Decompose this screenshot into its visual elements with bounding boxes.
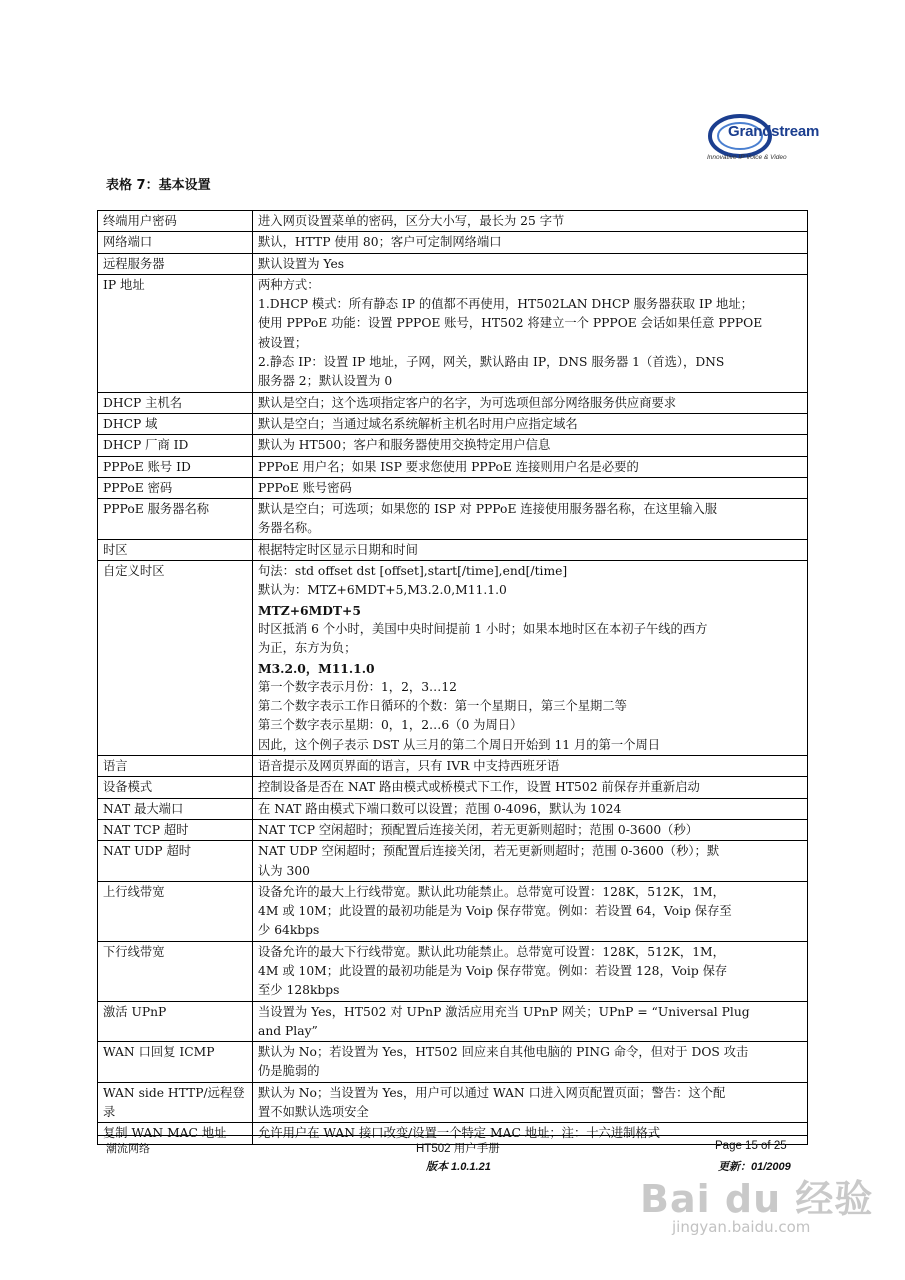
setting-name: PPPoE 服务器名称 xyxy=(98,499,253,540)
table-row xyxy=(98,819,808,840)
description-line: 默认为 HT500；客户和服务器使用交换特定用户信息 xyxy=(258,438,551,453)
table-row xyxy=(98,435,808,456)
footer-version: 版本 1.0.1.21 xyxy=(426,1161,491,1173)
table-row xyxy=(98,798,808,819)
setting-name: 网络端口 xyxy=(98,232,253,253)
setting-description xyxy=(253,841,808,882)
table-row xyxy=(98,941,808,1001)
description-line: 进入网页设置菜单的密码，区分大小写，最长为 25 字节 xyxy=(258,214,565,228)
description-line: 第一个数字表示月份：1，2，3…12 xyxy=(258,679,457,694)
footer-company: 潮流网络 xyxy=(106,1142,150,1155)
setting-name: NAT 最大端口 xyxy=(98,798,253,819)
description-line: 至少 128kbps xyxy=(258,983,340,998)
description-line: 默认，HTTP 使用 80；客户可定制网络端口 xyxy=(258,235,502,250)
description-line: PPPoE 账号密码 xyxy=(258,480,352,495)
description-line: 4M 或 10M；此设置的最初功能是为 Voip 保存带宽。例如：若设置 128，Voip 保存 xyxy=(258,963,728,978)
table-row xyxy=(98,456,808,477)
description-line: 默认设置为 Yes xyxy=(258,256,345,271)
setting-description xyxy=(253,253,808,274)
description-line: 两种方式： xyxy=(258,277,320,292)
setting-name: WAN 口回复 ICMP xyxy=(98,1042,253,1083)
setting-description xyxy=(253,881,808,941)
description-line: 当设置为 Yes，HT502 对 UPnP 激活应用充当 UPnP 网关；UPnP = “Universal Plug xyxy=(258,1004,750,1019)
setting-name: 设备模式 xyxy=(98,777,253,798)
table-row xyxy=(98,1082,808,1123)
setting-name: 语言 xyxy=(98,756,253,777)
table-row xyxy=(98,756,808,777)
description-line: 设备允许的最大上行线带宽。默认此功能禁止。总带宽可设置：128K，512K，1M， xyxy=(258,884,725,899)
setting-name: 时区 xyxy=(98,539,253,560)
table-row xyxy=(98,211,808,232)
setting-description xyxy=(253,756,808,777)
description-line: 为正，东方为负； xyxy=(258,641,357,656)
setting-name: PPPoE 密码 xyxy=(98,477,253,498)
baidu-watermark-url: jingyan.baidu.com xyxy=(672,1218,811,1236)
setting-description xyxy=(253,798,808,819)
setting-description xyxy=(253,1082,808,1123)
table-row xyxy=(98,413,808,434)
description-line: 服务器 2；默认设置为 0 xyxy=(258,374,393,389)
setting-description xyxy=(253,499,808,540)
description-line: 认为 300 xyxy=(258,863,310,878)
description-line: 仍是脆弱的 xyxy=(258,1064,320,1079)
setting-name: NAT TCP 超时 xyxy=(98,819,253,840)
setting-description xyxy=(253,392,808,413)
table-title: 表格 7：基本设置 xyxy=(106,178,211,193)
setting-name: DHCP 主机名 xyxy=(98,392,253,413)
setting-description xyxy=(253,777,808,798)
description-line: 务器名称。 xyxy=(258,521,320,536)
setting-name: PPPoE 账号 ID xyxy=(98,456,253,477)
description-line: 使用 PPPoE 功能：设置 PPPOE 账号，HT502 将建立一个 PPPOE 会话如果任意 PPPOE xyxy=(258,316,763,331)
table-row xyxy=(98,499,808,540)
table-row xyxy=(98,561,808,756)
description-line: 4M 或 10M；此设置的最初功能是为 Voip 保存带宽。例如：若设置 64，Voip 保存至 xyxy=(258,904,732,919)
footer-updated: 更新：01/2009 xyxy=(718,1161,791,1173)
logo-tagline: Innovative IP Voice & Video xyxy=(707,154,787,161)
setting-name: 下行线带宽 xyxy=(98,941,253,1001)
description-line: 第三个数字表示星期：0，1，2…6（0 为周日） xyxy=(258,718,523,733)
setting-description xyxy=(253,1001,808,1042)
description-line: NAT UDP 空闲超时；预配置后连接关闭，若无更新则超时；范围 0-3600（秒）；默 xyxy=(258,844,720,859)
description-line: 默认为：MTZ+6MDT+5,M3.2.0,M11.1.0 xyxy=(258,583,507,598)
setting-description xyxy=(253,477,808,498)
description-line: 语音提示及网页界面的语言，只有 IVR 中支持西班牙语 xyxy=(258,759,560,774)
description-line: 被设置； xyxy=(258,335,308,350)
setting-name: 复制 WAN MAC 地址 xyxy=(98,1123,253,1144)
setting-name: NAT UDP 超时 xyxy=(98,841,253,882)
description-line: and Play” xyxy=(258,1023,318,1038)
description-line: 根据特定时区显示日期和时间 xyxy=(258,542,418,557)
description-line: MTZ+6MDT+5 xyxy=(258,602,361,618)
description-line: M3.2.0，M11.1.0 xyxy=(258,660,375,676)
table-row xyxy=(98,777,808,798)
setting-description xyxy=(253,413,808,434)
setting-name: DHCP 厂商 ID xyxy=(98,435,253,456)
description-line: 默认是空白；可选项；如果您的 ISP 对 PPPoE 连接使用服务器名称，在这里输入服 xyxy=(258,502,718,517)
setting-name: 自定义时区 xyxy=(98,561,253,756)
setting-name: 终端用户密码 xyxy=(98,211,253,232)
table-row xyxy=(98,274,808,392)
setting-description xyxy=(253,819,808,840)
basic-settings-table xyxy=(97,210,808,1145)
description-line: 句法：std offset dst [offset],start[/time],end[/time] xyxy=(258,564,568,579)
description-line: 允许用户在 WAN 接口改变/设置一个特定 MAC 地址；注：十六进制格式 xyxy=(258,1126,661,1141)
description-line: 控制设备是否在 NAT 路由模式或桥模式下工作，设置 HT502 前保存并重新启动 xyxy=(258,780,700,795)
table-row xyxy=(98,1001,808,1042)
description-line: NAT TCP 空闲超时；预配置后连接关闭，若无更新则超时；范围 0-3600（秒） xyxy=(258,822,699,837)
description-line: 设备允许的最大下行线带宽。默认此功能禁止。总带宽可设置：128K，512K，1M， xyxy=(258,944,725,959)
description-line: 因此，这个例子表示 DST 从三月的第二个周日开始到 11 月的第一个周日 xyxy=(258,737,661,752)
setting-description xyxy=(253,435,808,456)
footer-manual-title: HT502 用户手册 xyxy=(416,1143,500,1155)
footer-divider xyxy=(97,1135,808,1136)
description-line: 置不如默认选项安全 xyxy=(258,1105,369,1120)
setting-description xyxy=(253,561,808,756)
description-line: 2.静态 IP：设置 IP 地址，子网，网关，默认路由 IP，DNS 服务器 1（首选），DNS xyxy=(258,355,725,370)
description-line: 时区抵消 6 个小时，美国中央时间提前 1 小时；如果本地时区在本初子午线的西方 xyxy=(258,621,708,636)
setting-description xyxy=(253,539,808,560)
table-row xyxy=(98,539,808,560)
setting-name: IP 地址 xyxy=(98,274,253,392)
table-row xyxy=(98,232,808,253)
setting-name: WAN side HTTP/远程登录 xyxy=(98,1082,253,1123)
setting-description xyxy=(253,232,808,253)
description-line: 默认为 No；当设置为 Yes，用户可以通过 WAN 口进入网页配置页面；警告：这个配 xyxy=(258,1085,726,1100)
setting-description xyxy=(253,456,808,477)
description-line: 少 64kbps xyxy=(258,923,320,938)
table-row xyxy=(98,392,808,413)
table-row xyxy=(98,881,808,941)
description-line: 默认是空白；当通过域名系统解析主机名时用户应指定域名 xyxy=(258,416,578,431)
description-line: 默认是空白；这个选项指定客户的名字，为可选项但部分网络服务供应商要求 xyxy=(258,395,677,410)
description-line: PPPoE 用户名；如果 ISP 要求您使用 PPPoE 连接则用户名是必要的 xyxy=(258,459,639,474)
setting-description xyxy=(253,1042,808,1083)
description-line: 1.DHCP 模式：所有静态 IP 的值都不再使用，HT502LAN DHCP 服务器获取 IP 地址； xyxy=(258,297,753,312)
table-row xyxy=(98,841,808,882)
table-row xyxy=(98,477,808,498)
setting-name: 上行线带宽 xyxy=(98,881,253,941)
table-row xyxy=(98,253,808,274)
logo-text: Grandstream xyxy=(728,123,820,140)
setting-description xyxy=(253,274,808,392)
setting-name: 远程服务器 xyxy=(98,253,253,274)
footer-page-number: Page 15 of 25 xyxy=(715,1140,787,1152)
setting-description xyxy=(253,211,808,232)
setting-description xyxy=(253,941,808,1001)
description-line: 在 NAT 路由模式下端口数可以设置；范围 0-4096，默认为 1024 xyxy=(258,801,622,816)
baidu-watermark: Bai du 经验 xyxy=(640,1177,874,1221)
table-row xyxy=(98,1042,808,1083)
description-line: 默认为 No；若设置为 Yes，HT502 回应来自其他电脑的 PING 命令，但对于 DOS 攻击 xyxy=(258,1045,749,1060)
description-line: 第二个数字表示工作日循环的个数：第一个星期日，第三个星期二等 xyxy=(258,699,627,714)
setting-name: DHCP 域 xyxy=(98,413,253,434)
setting-name: 激活 UPnP xyxy=(98,1001,253,1042)
